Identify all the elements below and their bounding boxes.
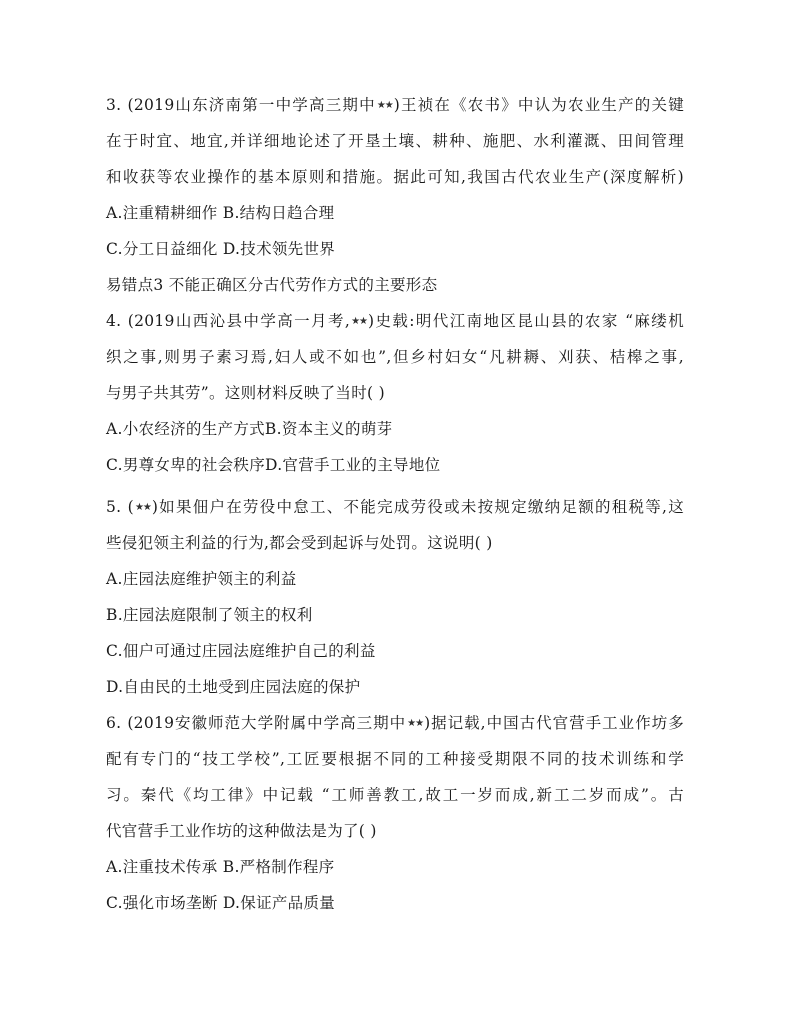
question-6-line-2: 配有专门的“技工学校”,工匠要根据不同的工种接受期限不同的技术训练和学 <box>106 750 684 768</box>
question-5-option-b: B.庄园法庭限制了领主的权利 <box>106 606 313 624</box>
question-5-line-2: 些侵犯领主利益的行为,都会受到起诉与处罚。这说明( ) <box>106 534 493 552</box>
question-6-line-3: 习。秦代《均工律》中记载 “工师善教工,故工一岁而成,新工二岁而成”。古 <box>106 786 684 804</box>
question-4-options-ab: A.小农经济的生产方式B.资本主义的萌芽 <box>106 420 393 438</box>
difficulty-star-icon: ★★ <box>376 100 393 111</box>
question-5-line-1: 5. (★★)如果佃户在劳役中怠工、不能完成劳役或未按规定缴纳足额的租税等,这 <box>106 498 684 516</box>
difficulty-star-icon: ★★ <box>351 316 368 327</box>
question-6-line-1: 6. (2019安徽师范大学附属中学高三期中★★)据记载,中国古代官营手工业作坊多 <box>106 714 685 732</box>
question-6-options-ab: A.注重技术传承 B.严格制作程序 <box>106 858 335 876</box>
question-3-options-cd: C.分工日益细化 D.技术领先世界 <box>106 240 336 258</box>
question-4-line-1: 4. (2019山西沁县中学高一月考,★★)史载:明代江南地区昆山县的农家 “麻缕机 <box>106 312 684 330</box>
question-4-line-2: 织之事,则男子素习焉,妇人或不如也”,但乡村妇女“凡耕耨、刈获、桔槔之事, <box>106 348 684 366</box>
difficulty-star-icon: ★★ <box>134 502 151 513</box>
question-3-options-ab: A.注重精耕细作 B.结构日趋合理 <box>106 204 335 222</box>
question-5-option-d: D.自由民的土地受到庄园法庭的保护 <box>106 678 361 696</box>
question-5-option-a: A.庄园法庭维护领主的利益 <box>106 570 297 588</box>
error-point-heading: 易错点3 不能正确区分古代劳作方式的主要形态 <box>106 276 438 294</box>
difficulty-star-icon: ★★ <box>407 718 424 729</box>
question-4-line-3: 与男子共其劳”。这则材料反映了当时( ) <box>106 384 385 402</box>
question-3-line-2: 在于时宜、地宜,并详细地论述了开垦土壤、耕种、施肥、水利灌溉、田间管理 <box>106 132 684 150</box>
question-6-options-cd: C.强化市场垄断 D.保证产品质量 <box>106 894 336 912</box>
question-6-line-4: 代官营手工业作坊的这种做法是为了( ) <box>106 822 377 840</box>
question-4-options-cd: C.男尊女卑的社会秩序D.官营手工业的主导地位 <box>106 456 441 474</box>
question-3-line-3: 和收获等农业操作的基本原则和措施。据此可知,我国古代农业生产(深度解析) <box>106 168 684 186</box>
question-5-option-c: C.佃户可通过庄园法庭维护自己的利益 <box>106 642 376 660</box>
question-3-line-1: 3. (2019山东济南第一中学高三期中★★)王祯在《农书》中认为农业生产的关键 <box>106 96 684 114</box>
